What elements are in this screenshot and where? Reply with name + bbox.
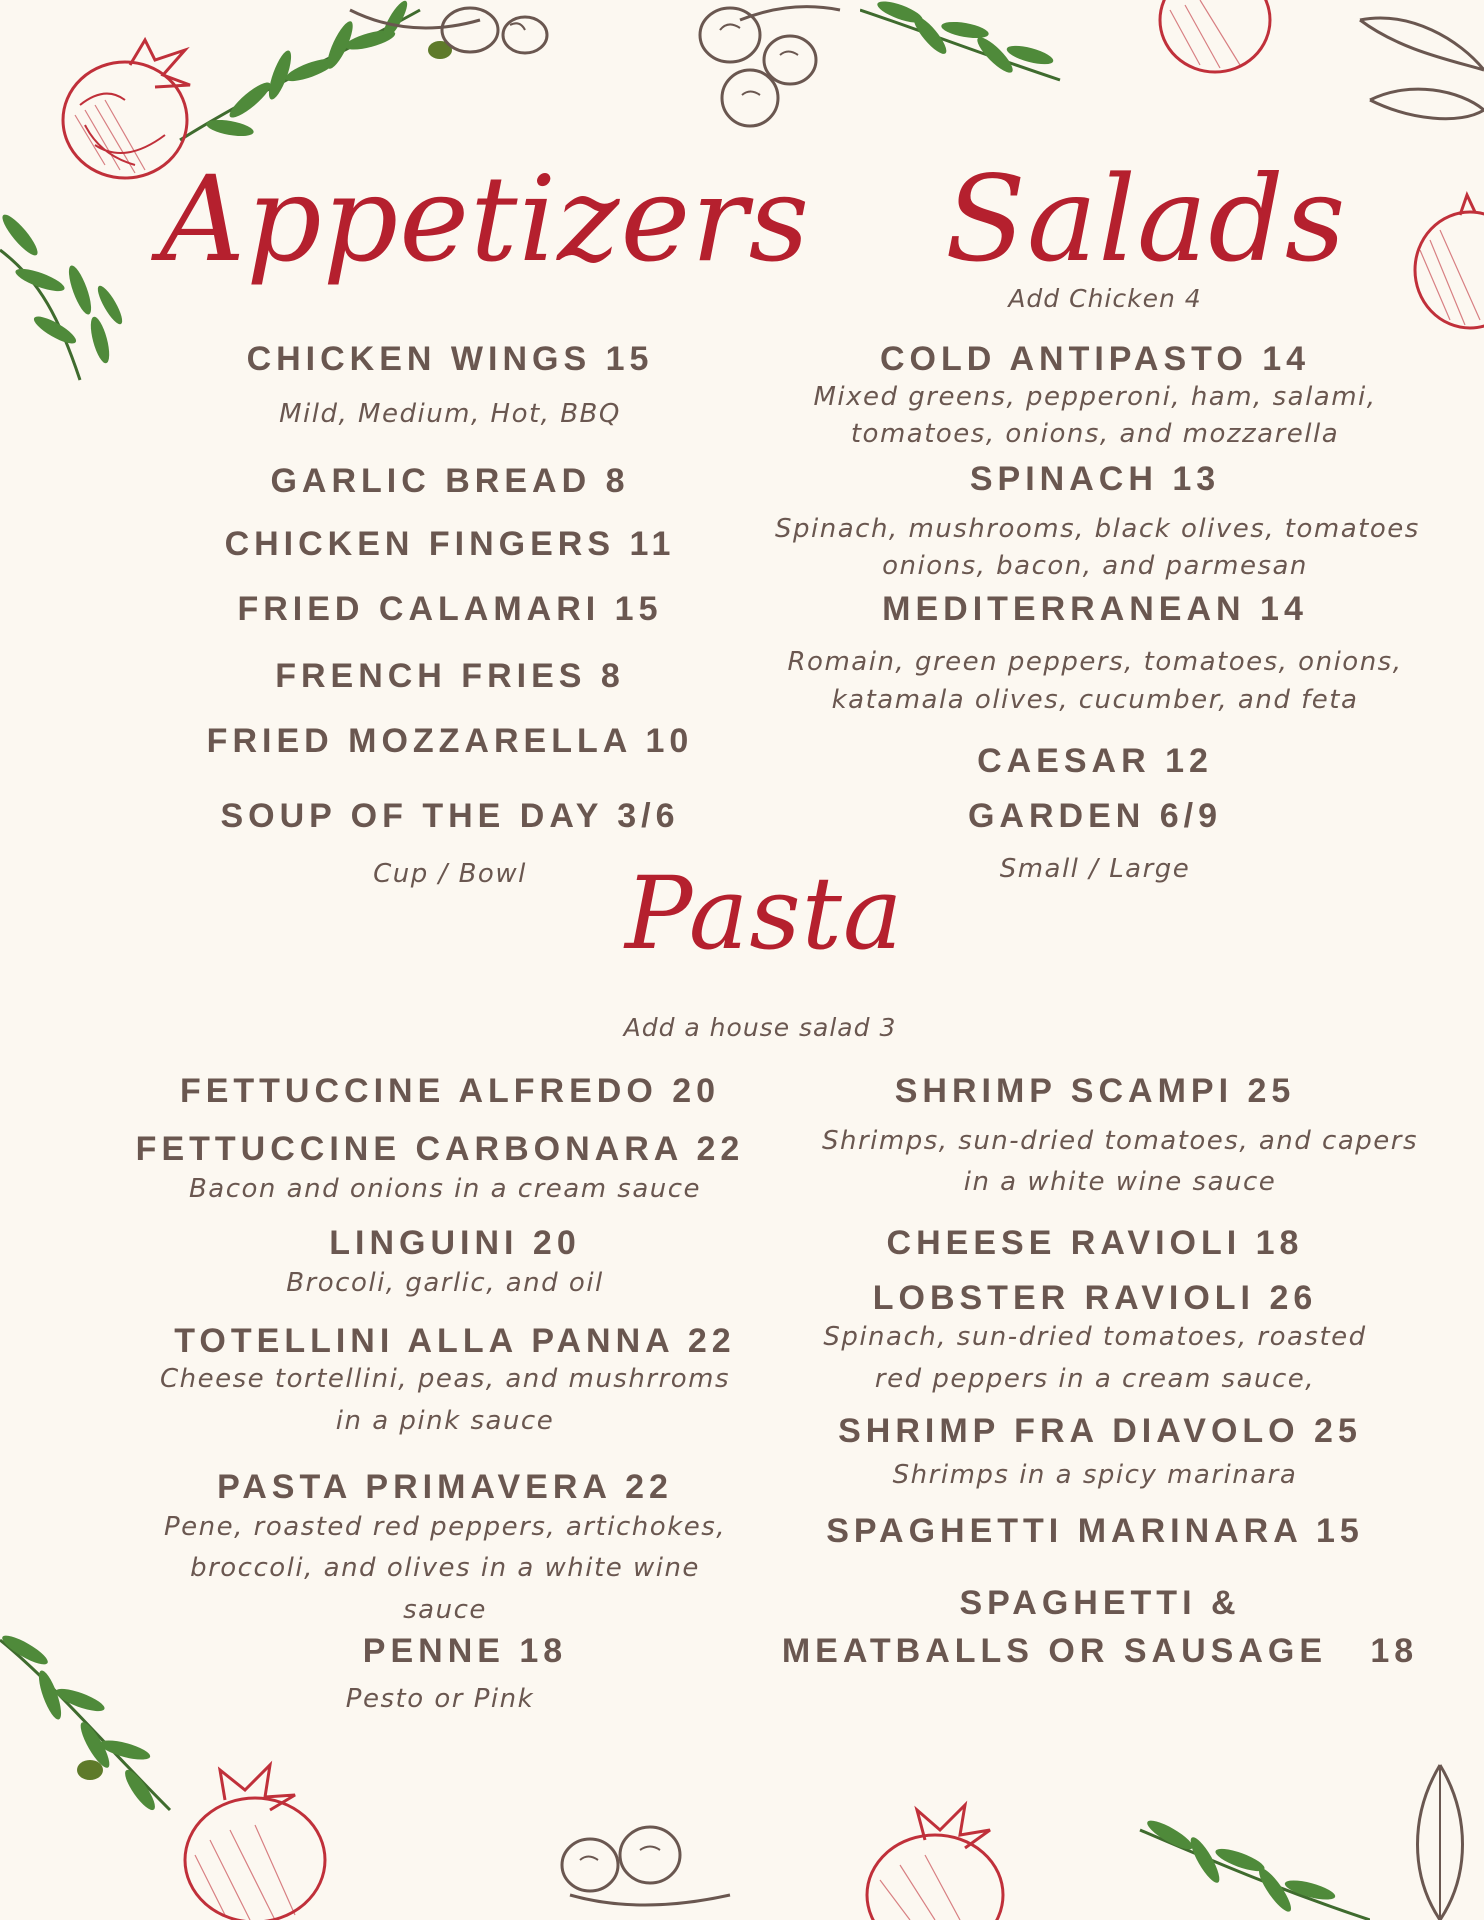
left-edge-olive-branch-illustration — [0, 210, 140, 400]
menu-item-cold-antipasto: COLD ANTIPASTO 14 — [879, 340, 1311, 378]
menu-item-description: katamala olives, cucumber, and feta — [831, 685, 1359, 715]
menu-item-chicken-fingers: CHICKEN FINGERS 11 — [224, 525, 676, 563]
menu-item-french-fries: FRENCH FRIES 8 — [275, 657, 625, 695]
menu-item-description: Mild, Medium, Hot, BBQ — [279, 399, 621, 429]
menu-item-description: Shrimps, sun-dried tomatoes, and capers — [821, 1126, 1419, 1156]
bottom-center-tomato-illustration — [855, 1800, 1025, 1920]
menu-item-description: onions, bacon, and parmesan — [882, 551, 1308, 581]
top-center-olive-outline-illustration — [330, 0, 560, 70]
menu-item-soup-of-the-day: SOUP OF THE DAY 3/6 — [220, 797, 680, 835]
menu-item-description: Romain, green peppers, tomatoes, onions, — [787, 647, 1403, 677]
menu-item-description: Brocoli, garlic, and oil — [286, 1268, 604, 1298]
pasta-note: Add a house salad 3 — [623, 1013, 897, 1042]
menu-item-mediterranean: MEDITERRANEAN 14 — [882, 590, 1308, 628]
menu-item-description: in a pink sauce — [335, 1406, 555, 1436]
menu-item-description: Spinach, sun-dried tomatoes, roasted — [823, 1322, 1367, 1352]
top-right-olive-branch-illustration — [860, 0, 1160, 90]
menu-item-lobster-ravioli: LOBSTER RAVIOLI 26 — [872, 1279, 1318, 1317]
menu-item-spaghetti-meatballs-line-2: MEATBALLS OR SAUSAGE 18 — [781, 1632, 1419, 1670]
menu-item-caesar: CAESAR 12 — [977, 742, 1213, 780]
bottom-left-tomato-illustration — [170, 1755, 340, 1920]
menu-item-shrimp-scampi: SHRIMP SCAMPI 25 — [894, 1072, 1296, 1110]
pasta-title: Pasta — [625, 855, 904, 972]
top-right-leaf-outline-illustration — [1350, 0, 1484, 140]
menu-item-spinach: SPINACH 13 — [969, 460, 1221, 498]
menu-item-totellini-alla-panna: TOTELLINI ALLA PANNA 22 — [174, 1322, 736, 1360]
menu-item-description: Bacon and onions in a cream sauce — [188, 1174, 702, 1204]
menu-item-description: sauce — [403, 1595, 487, 1625]
menu-item-description: tomatoes, onions, and mozzarella — [850, 419, 1340, 449]
menu-item-description: Shrimps in a spicy marinara — [892, 1460, 1298, 1490]
menu-item-description: broccoli, and olives in a white wine — [190, 1553, 700, 1583]
menu-item-linguini: LINGUINI 20 — [329, 1224, 581, 1262]
bottom-right-olive-branch-illustration — [1130, 1810, 1370, 1920]
menu-item-cheese-ravioli: CHEESE RAVIOLI 18 — [886, 1224, 1304, 1262]
top-right-tomato-illustration — [1150, 0, 1290, 80]
menu-item-description: Cheese tortellini, peas, and mushrroms — [160, 1364, 730, 1394]
menu-item-chicken-wings: CHICKEN WINGS 15 — [246, 340, 654, 378]
menu-item-description: Small / Large — [999, 854, 1191, 884]
menu-item-description: Pene, roasted red peppers, artichokes, — [163, 1512, 727, 1542]
salads-note: Add Chicken 4 — [1008, 284, 1202, 313]
menu-item-spaghetti-meatballs: SPAGHETTI & — [959, 1584, 1241, 1622]
menu-item-garden: GARDEN 6/9 — [967, 797, 1223, 835]
menu-item-fettuccine-carbonara: FETTUCCINE CARBONARA 22 — [135, 1130, 745, 1168]
menu-item-fried-mozzarella: FRIED MOZZARELLA 10 — [206, 722, 694, 760]
menu-item-spaghetti-marinara: SPAGHETTI MARINARA 15 — [826, 1512, 1364, 1550]
top-center-olive-outline-illustration-2 — [680, 0, 880, 135]
menu-item-description: Mixed greens, pepperoni, ham, salami, — [813, 382, 1377, 412]
appetizers-title: Appetizers — [160, 150, 811, 288]
menu-item-shrimp-fra-diavolo: SHRIMP FRA DIAVOLO 25 — [838, 1412, 1362, 1450]
menu-item-fried-calamari: FRIED CALAMARI 15 — [237, 590, 663, 628]
bottom-right-leaf-outline-illustration — [1380, 1755, 1484, 1920]
menu-item-penne: PENNE 18 — [362, 1632, 568, 1670]
menu-item-description: red peppers in a cream sauce, — [874, 1364, 1316, 1394]
right-edge-tomato-illustration — [1405, 190, 1484, 335]
menu-item-description: Pesto or Pink — [345, 1684, 535, 1714]
menu-item-garlic-bread: GARLIC BREAD 8 — [270, 462, 630, 500]
menu-item-fettuccine-alfredo: FETTUCCINE ALFREDO 20 — [179, 1072, 721, 1110]
salads-title: Salads — [945, 150, 1347, 288]
menu-item-description: in a white wine sauce — [963, 1167, 1277, 1197]
menu-item-pasta-primavera: PASTA PRIMAVERA 22 — [217, 1468, 673, 1506]
menu-item-description: Spinach, mushrooms, black olives, tomatoes — [775, 514, 1420, 544]
menu-item-description: Cup / Bowl — [373, 859, 527, 889]
bottom-center-olive-outline-illustration — [540, 1815, 740, 1920]
